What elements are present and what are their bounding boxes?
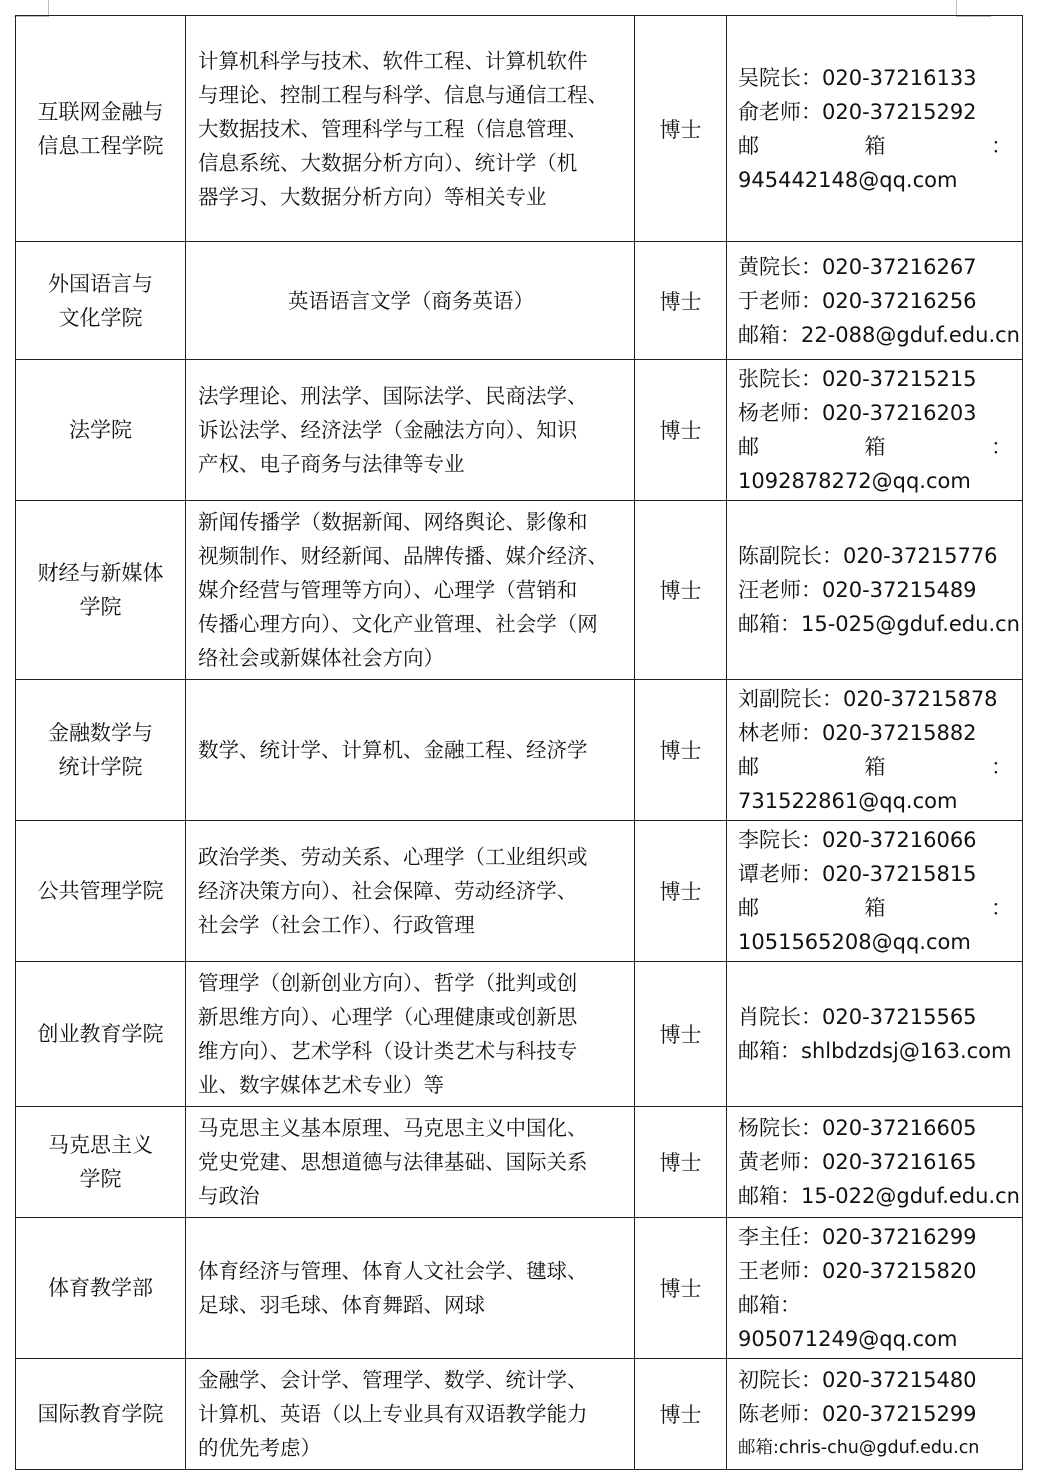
email-label-part: ： xyxy=(991,133,1012,158)
department-cell xyxy=(16,680,186,821)
majors-cell xyxy=(186,1359,635,1470)
email-label-part: ： xyxy=(991,896,1012,920)
department-cell xyxy=(16,1107,186,1218)
email-line: 邮箱：22-088@gduf.edu.cn xyxy=(738,322,1020,347)
contact-phone-dean: 李主任：020-37216299 xyxy=(738,1225,977,1249)
email-address: 905071249@qq.com xyxy=(738,1327,958,1351)
email-label-part: ： xyxy=(991,755,1012,779)
contact-phone-teacher: 林老师：020-37215882 xyxy=(738,721,977,745)
table-body xyxy=(16,16,1023,1470)
major-text-line: 体育经济与管理、体育人文社会学、毽球、 xyxy=(198,1259,588,1283)
contact-cell xyxy=(727,1359,1023,1470)
email-label-part: 箱 xyxy=(864,133,886,158)
contact-phone-dean: 黄院长：020-37216267 xyxy=(738,254,977,279)
department-name-line: 互联网金融与 xyxy=(37,99,164,124)
email-line: 邮箱：shlbdzdsj@163.com xyxy=(738,1039,1012,1063)
major-text-line: 媒介经营与管理等方向）、心理学（营销和 xyxy=(198,578,578,602)
majors-cell xyxy=(186,1218,635,1359)
majors-cell xyxy=(186,680,635,821)
contact-phone-teacher: 于老师：020-37216256 xyxy=(738,288,977,313)
contact-phone-teacher: 黄老师：020-37216165 xyxy=(738,1150,977,1174)
table-row xyxy=(16,360,1023,501)
major-text-line: 新闻传播学（数据新闻、网络舆论、影像和 xyxy=(198,510,588,534)
department-cell xyxy=(16,360,186,501)
contact-cell xyxy=(727,1218,1023,1359)
table-row xyxy=(16,1359,1023,1470)
major-text-line: 经济决策方向）、社会保障、劳动经济学、 xyxy=(198,879,578,903)
contact-cell xyxy=(727,962,1023,1107)
department-name-line: 学院 xyxy=(79,1167,122,1191)
major-text-line: 新思维方向）、心理学（心理健康或创新思 xyxy=(198,1005,578,1029)
contact-cell xyxy=(727,501,1023,680)
contact-cell xyxy=(727,1107,1023,1218)
contact-cell xyxy=(727,360,1023,501)
major-text-line: 足球、羽毛球、体育舞蹈、网球 xyxy=(198,1293,485,1317)
department-name-line: 统计学院 xyxy=(58,755,143,779)
major-text-line: 与理论、控制工程与科学、信息与通信工程、 xyxy=(198,82,608,107)
major-text-line: 诉讼法学、经济法学（金融法方向）、知识 xyxy=(198,418,578,442)
degree-cell: 博士 xyxy=(635,680,727,821)
email-address: 1051565208@qq.com xyxy=(738,930,971,954)
major-text-line: 金融学、会计学、管理学、数学、统计学、 xyxy=(198,1368,588,1392)
department-name-line: 学院 xyxy=(79,595,122,619)
majors-cell xyxy=(186,962,635,1107)
contact-phone-dean: 初院长：020-37215480 xyxy=(738,1368,977,1392)
table-row xyxy=(16,962,1023,1107)
email-address: 945442148@qq.com xyxy=(738,167,958,192)
degree-cell: 博士 xyxy=(635,1107,727,1218)
contact-phone-dean: 张院长：020-37215215 xyxy=(738,367,977,391)
department-cell xyxy=(16,821,186,962)
email-label-part: 邮 xyxy=(738,133,759,158)
degree-cell: 博士 xyxy=(635,1359,727,1470)
recruitment-table xyxy=(15,15,1023,1470)
major-text-line: 器学习、大数据分析方向）等相关专业 xyxy=(198,184,547,209)
department-name-line: 信息工程学院 xyxy=(37,133,164,158)
email-line: 邮箱：15-025@gduf.edu.cn xyxy=(738,612,1020,636)
major-text-line: 计算机科学与技术、软件工程、计算机软件 xyxy=(198,48,588,73)
contact-phone-dean: 刘副院长：020-37215878 xyxy=(738,687,998,711)
majors-cell xyxy=(186,821,635,962)
table-row xyxy=(16,1218,1023,1359)
major-text-line: 传播心理方向）、文化产业管理、社会学（网 xyxy=(198,612,598,636)
department-name-line: 财经与新媒体 xyxy=(37,561,164,585)
email-line: 邮箱:chris-chu@gduf.edu.cn xyxy=(738,1438,980,1458)
department-name-line: 国际教育学院 xyxy=(37,1402,164,1426)
major-text-line: 社会学（社会工作）、行政管理 xyxy=(198,913,475,937)
contact-cell xyxy=(727,821,1023,962)
contact-phone-teacher: 杨老师：020-37216203 xyxy=(738,401,977,425)
department-cell xyxy=(16,242,186,360)
table-row xyxy=(16,680,1023,821)
department-name-line: 法学院 xyxy=(69,418,132,442)
major-text-line: 产权、电子商务与法律等专业 xyxy=(198,452,465,476)
contact-phone-dean: 吴院长：020-37216133 xyxy=(738,65,977,90)
degree-cell: 博士 xyxy=(635,821,727,962)
contact-phone-teacher: 王老师：020-37215820 xyxy=(738,1259,977,1283)
department-name-line: 公共管理学院 xyxy=(37,879,164,903)
department-cell xyxy=(16,1359,186,1470)
email-address: 731522861@qq.com xyxy=(738,789,958,813)
majors-cell xyxy=(186,501,635,680)
department-cell xyxy=(16,16,186,242)
email-label-part: 邮 xyxy=(738,435,759,459)
contact-phone-teacher: 汪老师：020-37215489 xyxy=(738,578,977,602)
department-name-line: 创业教育学院 xyxy=(37,1022,164,1046)
majors-cell xyxy=(186,1107,635,1218)
major-text-line: 信息系统、大数据分析方向）、统计学（机 xyxy=(198,150,578,175)
majors-cell xyxy=(186,360,635,501)
department-name-line: 外国语言与 xyxy=(48,271,153,296)
major-text-line: 络社会或新媒体社会方向） xyxy=(198,646,444,670)
department-cell xyxy=(16,1218,186,1359)
major-text-line: 法学理论、刑法学、国际法学、民商法学、 xyxy=(198,384,588,408)
major-text-line: 管理学（创新创业方向）、哲学（批判或创 xyxy=(198,971,578,995)
contact-cell xyxy=(727,242,1023,360)
email-address: 1092878272@qq.com xyxy=(738,469,971,493)
email-label-part: 邮 xyxy=(738,896,759,920)
contact-cell xyxy=(727,16,1023,242)
major-text-line: 英语语言文学（商务英语） xyxy=(288,288,534,313)
major-text-line: 大数据技术、管理科学与工程（信息管理、 xyxy=(198,116,588,141)
department-name-line: 马克思主义 xyxy=(48,1133,153,1157)
email-label-part: ： xyxy=(991,435,1012,459)
email-label-part: 邮 xyxy=(738,755,759,779)
degree-cell: 博士 xyxy=(635,360,727,501)
contact-phone-dean: 杨院长：020-37216605 xyxy=(738,1116,977,1140)
email-label xyxy=(738,430,1012,464)
degree-cell: 博士 xyxy=(635,962,727,1107)
major-text-line: 的优先考虑） xyxy=(198,1436,321,1460)
email-label-part: 箱 xyxy=(864,755,886,779)
contact-phone-teacher: 俞老师：020-37215292 xyxy=(738,99,977,124)
department-name-line: 体育教学部 xyxy=(48,1276,153,1300)
degree-cell: 博士 xyxy=(635,1218,727,1359)
table-row xyxy=(16,242,1023,360)
major-text-line: 维方向）、艺术学科（设计类艺术与科技专 xyxy=(198,1039,578,1063)
major-text-line: 党史党建、思想道德与法律基础、国际关系 xyxy=(198,1150,588,1174)
email-label xyxy=(738,891,1012,925)
major-text-line: 计算机、英语（以上专业具有双语教学能力 xyxy=(198,1402,588,1426)
table-row xyxy=(16,501,1023,680)
majors-cell xyxy=(186,16,635,242)
major-text-line: 业、数字媒体艺术专业）等 xyxy=(198,1073,444,1097)
email-label xyxy=(738,750,1012,784)
contact-phone-teacher: 陈老师：020-37215299 xyxy=(738,1402,977,1426)
email-label-part: 箱 xyxy=(864,896,886,920)
email-label xyxy=(738,129,1012,163)
table-row xyxy=(16,1107,1023,1218)
contact-phone-teacher: 谭老师：020-37215815 xyxy=(738,862,977,886)
major-text-line: 视频制作、财经新闻、品牌传播、媒介经济、 xyxy=(198,544,608,568)
email-line: 邮箱：15-022@gduf.edu.cn xyxy=(738,1184,1020,1208)
department-name-line: 文化学院 xyxy=(58,305,143,330)
degree-cell: 博士 xyxy=(635,242,727,360)
table-row xyxy=(16,821,1023,962)
department-cell xyxy=(16,501,186,680)
degree-cell: 博士 xyxy=(635,501,727,680)
majors-cell xyxy=(186,242,635,360)
email-label-part: 箱 xyxy=(864,435,886,459)
contact-phone-dean: 李院长：020-37216066 xyxy=(738,828,977,852)
email-line: 邮箱： xyxy=(738,1293,801,1317)
department-name-line: 金融数学与 xyxy=(48,721,153,745)
major-text-line: 与政治 xyxy=(198,1184,260,1208)
department-cell xyxy=(16,962,186,1107)
contact-phone-dean: 陈副院长：020-37215776 xyxy=(738,544,998,568)
major-text-line: 数学、统计学、计算机、金融工程、经济学 xyxy=(198,738,588,762)
major-text-line: 马克思主义基本原理、马克思主义中国化、 xyxy=(198,1116,588,1140)
contact-phone-dean: 肖院长：020-37215565 xyxy=(738,1005,977,1029)
major-text-line: 政治学类、劳动关系、心理学（工业组织或 xyxy=(198,845,588,869)
degree-cell: 博士 xyxy=(635,16,727,242)
contact-cell xyxy=(727,680,1023,821)
table-row xyxy=(16,16,1023,242)
